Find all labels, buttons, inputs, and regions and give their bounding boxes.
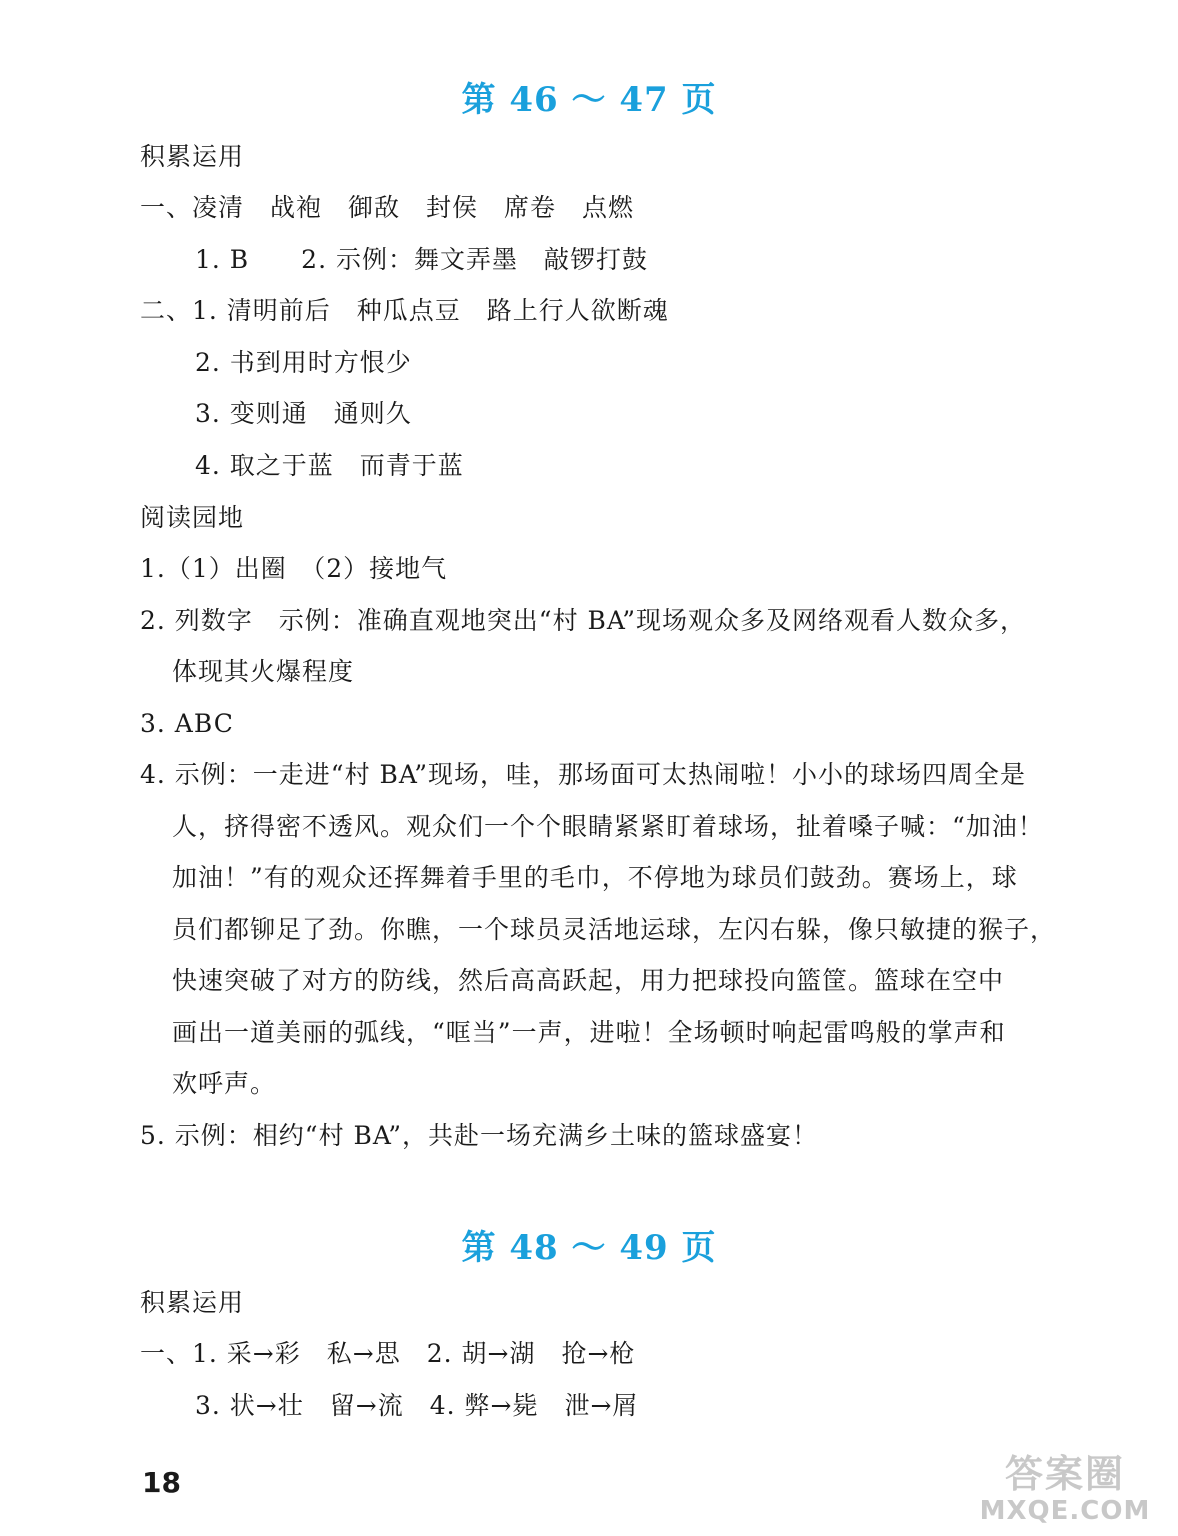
- q2-line3: 3. 变则通 通则久: [195, 399, 412, 428]
- reading-q4-line7: 欢呼声。: [172, 1069, 277, 1098]
- reading-q4-line6: 画出一道美丽的弧线，“哐当”一声，进啦！全场顿时响起雷鸣般的掌声和: [172, 1018, 1006, 1047]
- q1-line2: 1. B 2. 示例：舞文弄墨 敲锣打鼓: [195, 245, 648, 274]
- reading-q4-line3: 加油！”有的观众还挥舞着手里的毛巾，不停地为球员们鼓劲。赛场上，球: [172, 863, 1018, 892]
- heading-accumulation-2: 积累运用: [140, 1288, 245, 1317]
- heading-reading: 阅读园地: [140, 503, 245, 532]
- reading-q2-line2: 体现其火爆程度: [172, 657, 355, 686]
- q2-line2: 2. 书到用时方恨少: [195, 348, 412, 377]
- heading-accumulation: 积累运用: [140, 142, 245, 171]
- watermark-url: MXQE.COM: [979, 1496, 1151, 1526]
- watermark: [960, 1452, 1170, 1530]
- s2-q1-line1: 一、1. 采→彩 私→思 2. 胡→湖 抢→枪: [140, 1339, 636, 1368]
- reading-q4-line1: 4. 示例：一走进“村 BA”现场，哇，那场面可太热闹啦！小小的球场四周全是: [140, 760, 1027, 789]
- reading-q5: 5. 示例：相约“村 BA”，共赴一场充满乡土味的篮球盛宴！: [140, 1121, 819, 1150]
- q1-line1: 一、凌清 战袍 御敌 封侯 席卷 点燃: [140, 193, 635, 222]
- section-title-48-49: 第 48 ～ 49 页: [461, 1228, 717, 1268]
- reading-q4-line5: 快速突破了对方的防线，然后高高跃起，用力把球投向篮筐。篮球在空中: [172, 966, 1005, 995]
- reading-q4-line4: 员们都铆足了劲。你瞧，一个球员灵活地运球，左闪右躲，像只敏捷的猴子，: [172, 915, 1057, 944]
- q2-line1: 二、1. 清明前后 种瓜点豆 路上行人欲断魂: [140, 296, 669, 325]
- section-title-46-47: 第 46 ～ 47 页: [461, 80, 717, 120]
- reading-q2-line1: 2. 列数字 示例：准确直观地突出“村 BA”现场观众多及网络观看人数众多，: [140, 606, 1027, 635]
- reading-q4-line2: 人，挤得密不透风。观众们一个个眼睛紧紧盯着球场，扯着嗓子喊：“加油！: [172, 812, 1044, 841]
- reading-q1: 1.（1）出圈 （2）接地气: [140, 554, 448, 583]
- q2-line4: 4. 取之于蓝 而青于蓝: [195, 451, 464, 480]
- reading-q3: 3. ABC: [140, 709, 234, 738]
- page-number: 18: [142, 1466, 181, 1499]
- watermark-logo: 答案圈: [1004, 1452, 1125, 1496]
- s2-q1-line2: 3. 状→壮 留→流 4. 弊→毙 泄→屑: [195, 1391, 639, 1420]
